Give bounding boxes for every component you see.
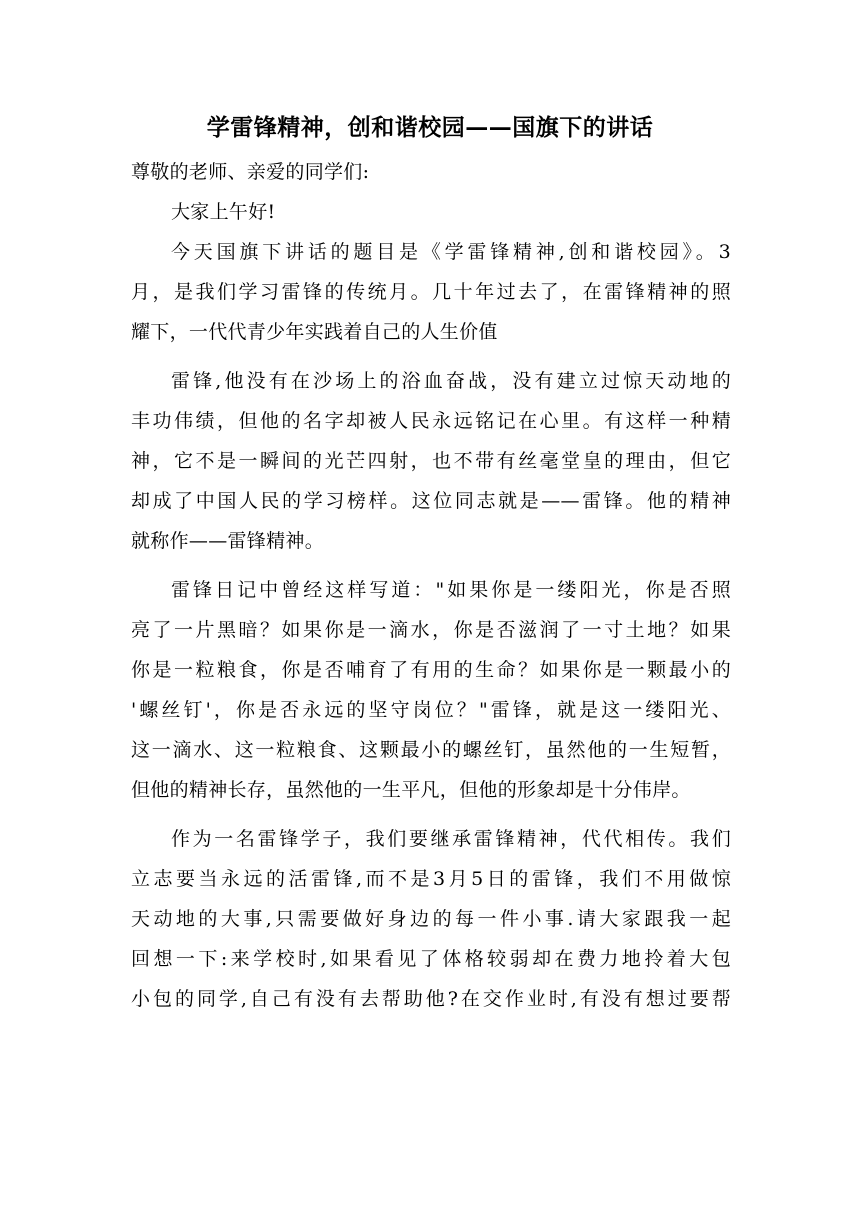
paragraph-line: 就称作——雷锋精神。 [131,530,325,552]
paragraph-line: 作为一名雷锋学子，我们要继承雷锋精神，代代相传。我们 [171,828,731,850]
paragraph-line: 神，它不是一瞬间的光芒四射，也不带有丝毫堂皇的理由，但它 [131,450,731,472]
paragraph-gap [131,810,731,819]
document-title: 学雷锋精神，创和谐校园——国旗下的讲话 [206,114,654,141]
paragraph-line: 天动地的大事,只需要做好身边的每一件小事.请大家跟我一起 [131,908,731,930]
greeting-line: 大家上午好! [171,201,276,223]
paragraph-line: 立志要当永远的活雷锋,而不是3月5日的雷锋，我们不用做惊 [131,868,731,890]
paragraph-line: 这一滴水、这一粒粮食、这颗最小的螺丝钉，虽然他的一生短暂， [131,739,731,761]
paragraph-line: 耀下，一代代青少年实践着自己的人生价值 [131,321,498,343]
paragraph-line: 却成了中国人民的学习榜样。这位同志就是——雷锋。他的精神 [131,490,731,512]
paragraph-gap [131,561,731,570]
speech-body [131,152,731,1019]
paragraph-line: 你是一粒粮食，你是否哺育了有用的生命？如果你是一颗最小的 [131,659,731,681]
paragraph-line: 回想一下:来学校时,如果看见了体格较弱却在费力地拎着大包 [131,948,731,970]
salutation-line: 尊敬的老师、亲爱的同学们: [131,161,370,183]
paragraph-line: 今天国旗下讲话的题目是《学雷锋精神,创和谐校园》。3 [171,241,731,263]
paragraph-line: 雷锋日记中曾经这样写道："如果你是一缕阳光，你是否照 [171,579,731,601]
paragraph-line: '螺丝钉'，你是否永远的坚守岗位？"雷锋，就是这一缕阳光、 [131,699,731,721]
paragraph-line: 亮了一片黑暗？如果你是一滴水，你是否滋润了一寸土地？如果 [131,619,731,641]
paragraph-line: 小包的同学,自己有没有去帮助他?在交作业时,有没有想过要帮 [131,988,731,1010]
paragraph-line: 丰功伟绩，但他的名字却被人民永远铭记在心里。有这样一种精 [131,410,731,432]
paragraph-line: 月，是我们学习雷锋的传统月。几十年过去了，在雷锋精神的照 [131,281,731,303]
paragraph-line: 但他的精神长存，虽然他的一生平凡，但他的形象却是十分伟岸。 [131,779,691,801]
paragraph-gap [131,352,731,361]
paragraph-line: 雷锋,他没有在沙场上的浴血奋战，没有建立过惊天动地的 [171,370,731,392]
